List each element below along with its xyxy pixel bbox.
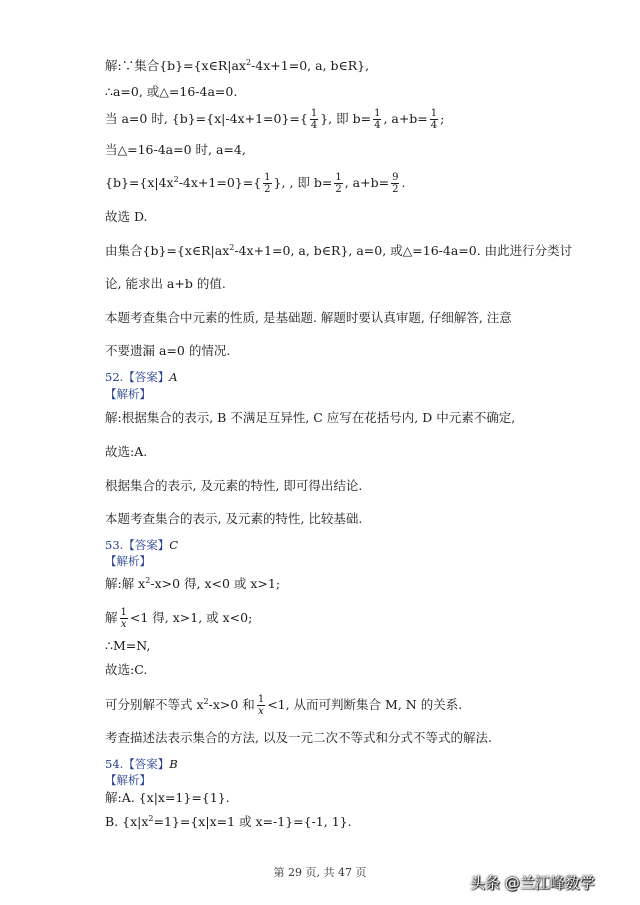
line-17: ∴M=N, <box>105 638 151 653</box>
watermark: 头条 @兰江峰数学 <box>470 874 595 892</box>
answer-53: 53.【答案】C <box>105 538 179 552</box>
line-16: 解 $\frac{1}{x}$ <1 得, x>1, 或 x<0; <box>105 607 253 630</box>
line-19: 可分别解不等式 $x^2-x>0$ 和 $\frac{1}{x}$ <1, 从而可判断集合 M, N 的关系. <box>105 694 463 717</box>
fraction-1-2: $\frac{1}{2}$ <box>335 172 342 195</box>
line-9: 本题考查集合中元素的性质, 是基础题. 解题时要认真审题, 仔细解答, 注意 <box>105 310 512 325</box>
line-10: 不要遗漏 a=0 的情况. <box>105 343 231 358</box>
fraction-1-2: $\frac{1}{2}$ <box>264 172 271 195</box>
analysis-53-label: 【解析】 <box>105 554 151 568</box>
analysis-52-label: 【解析】 <box>105 387 151 401</box>
answer-54: 54.【答案】B <box>105 757 178 771</box>
fraction-1-x: $\frac{1}{x}$ <box>120 607 127 630</box>
line-4: 当△=16-4a=0 时, a=4, <box>105 142 246 157</box>
line-14: 本题考查集合的表示, 及元素的特性, 比较基础. <box>105 511 363 526</box>
answer-52: 52.【答案】A <box>105 370 178 384</box>
fraction-9-2: $\frac{9}{2}$ <box>392 172 399 195</box>
line-1: 解:∵集合$\{b\}=\{x\in R|ax^2-4x+1=0$, a, b∈R}, <box>105 57 370 73</box>
line-2: ∴a=0, 或△=16-4a=0. <box>105 84 238 99</box>
line-3: 当 a=0 时, {b}={x|-4x+1=0}={ $\frac{1}{4}$ }, 即 b= $\frac{1}{4}$ , a+b= $\frac{1}{4}$ ; <box>105 108 445 131</box>
line-21: 解:A. {x|x=1}={1}. <box>105 790 230 805</box>
line-5: $\{b\}=\{x|4x^2-4x+1=0\}=${ $\frac{1}{2}$ }, , 即 b= $\frac{1}{2}$ , a+b= $\frac{9}{2}$ . <box>105 172 406 195</box>
line-8: 论, 能求出 a+b 的值. <box>105 276 226 291</box>
fraction-1-4: $\frac{1}{4}$ <box>430 108 438 131</box>
line-6: 故选 D. <box>105 209 148 224</box>
line-22: B. $\{x|x^2=1\}=\{x|x=1$ 或 x=-1}={-1, 1}. <box>105 813 352 829</box>
fraction-1-x: $\frac{1}{x}$ <box>257 694 265 717</box>
fraction-1-4: $\frac{1}{4}$ <box>374 108 381 131</box>
line-11: 解:根据集合的表示, B 不满足互异性, C 应写在花括号内, D 中元素不确定, <box>105 410 516 425</box>
page-footer: 第 29 页, 共 47 页 <box>273 866 367 879</box>
analysis-54-label: 【解析】 <box>105 773 151 787</box>
fraction-1-4: $\frac{1}{4}$ <box>310 108 318 131</box>
line-20: 考查描述法表示集合的方法, 以及一元二次不等式和分式不等式的解法. <box>105 730 492 745</box>
line-13: 根据集合的表示, 及元素的特性, 即可得出结论. <box>105 478 363 493</box>
line-12: 故选:A. <box>105 444 148 459</box>
line-15: 解:解 $x^2-x>0$ 得, x<0 或 x>1; <box>105 575 281 591</box>
line-18: 故选:C. <box>105 662 148 677</box>
line-7: 由集合$\{b\}=\{x\in R|ax^2-4x+1=0$, a, b∈R}, a=0, 或△=16-4a=0. 由此进行分类讨 <box>105 242 573 258</box>
